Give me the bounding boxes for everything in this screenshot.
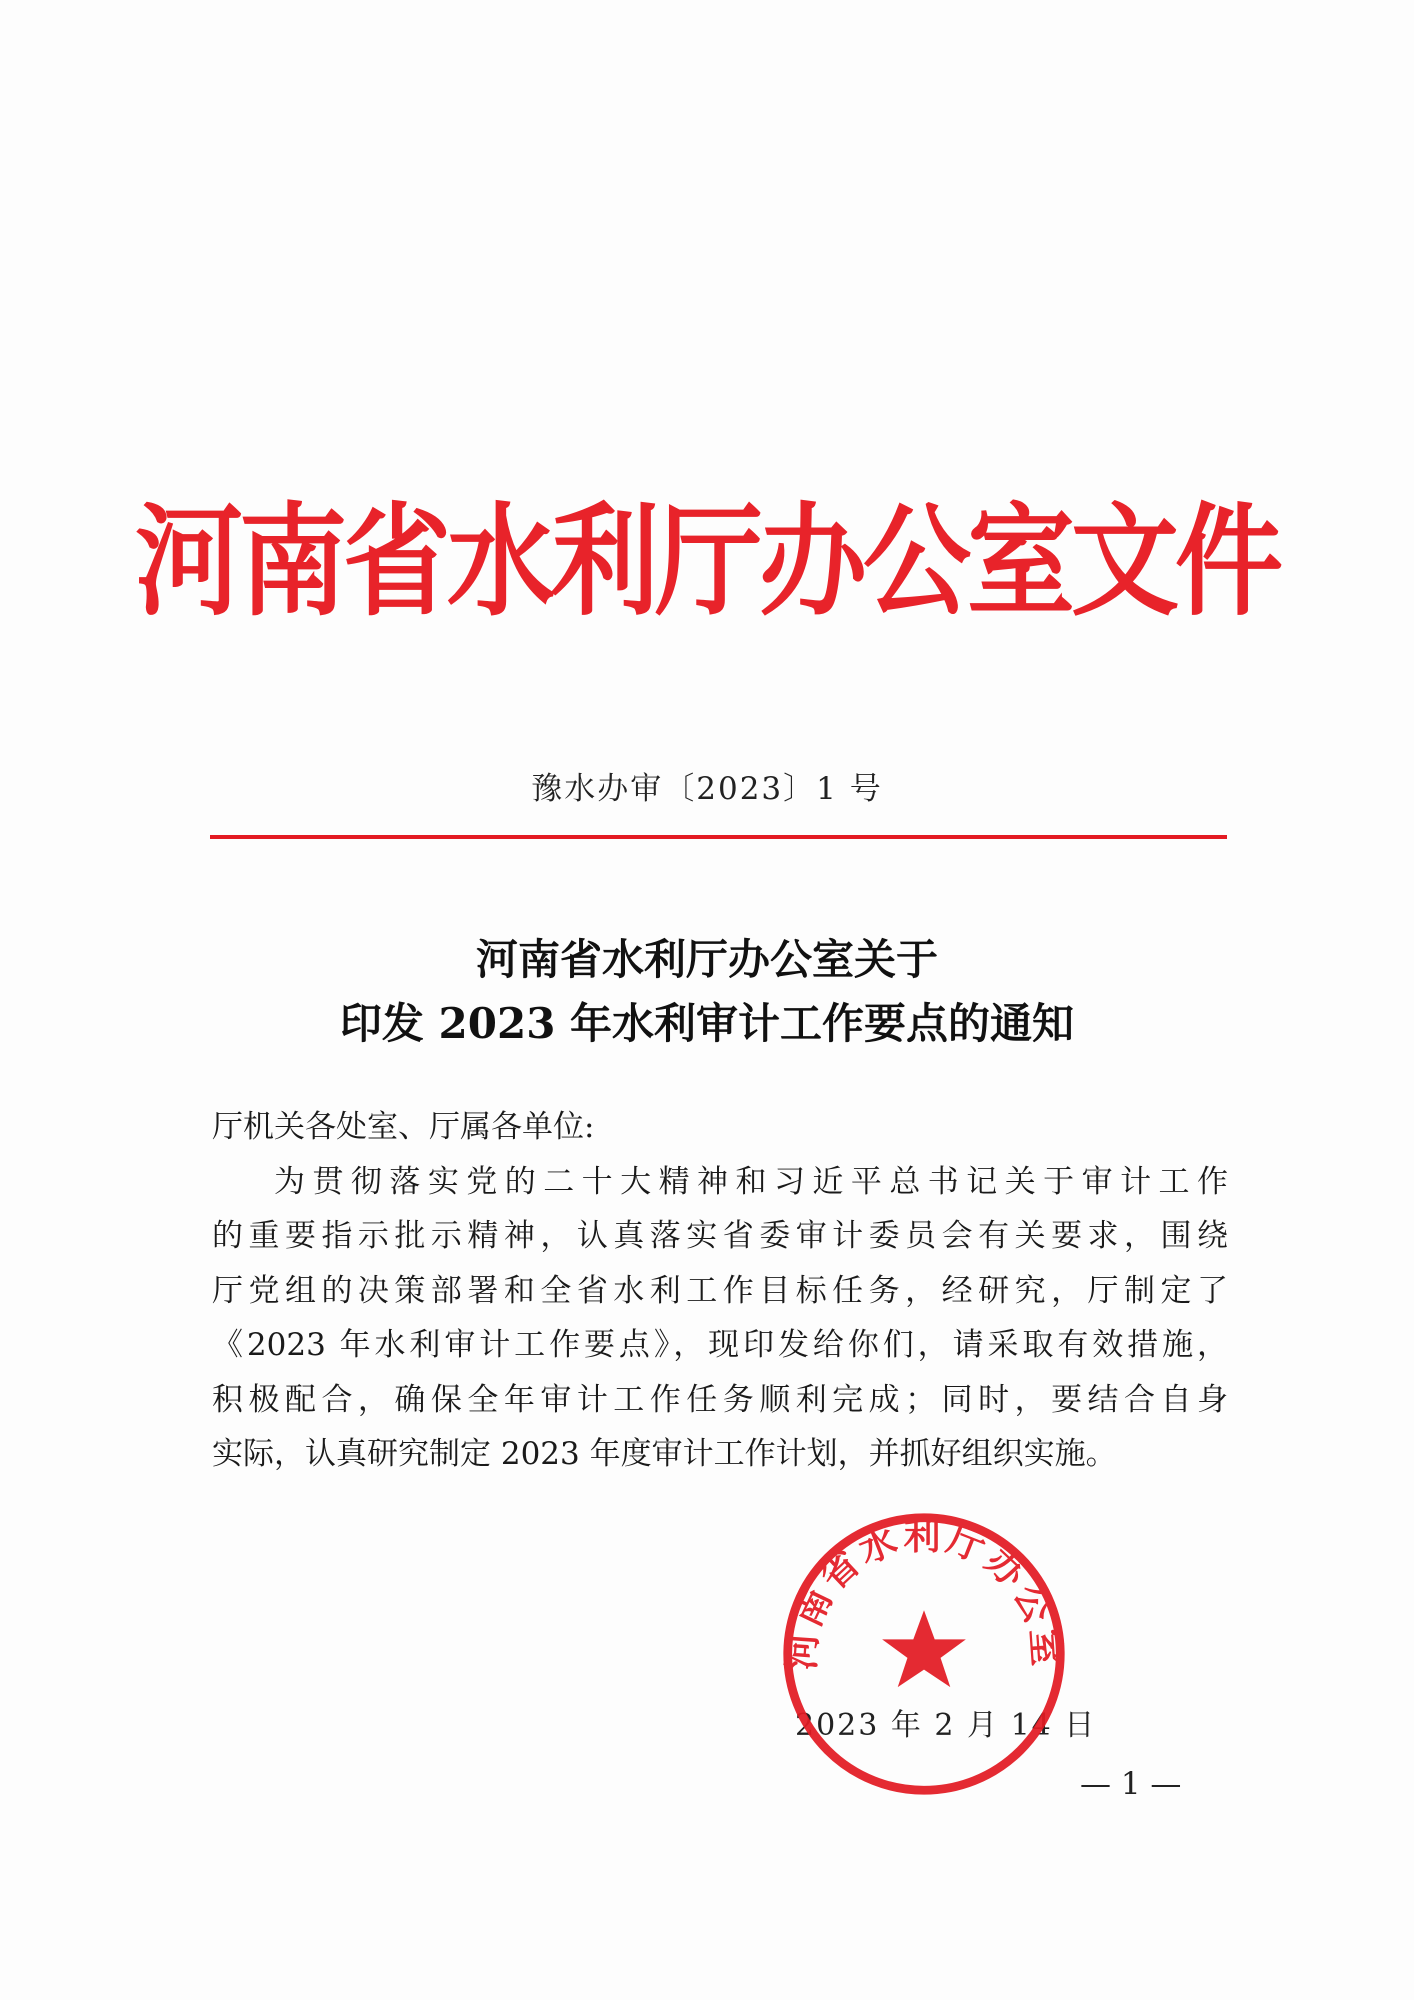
document-body [212,1100,1228,1482]
official-seal [778,1508,1070,1800]
body-line: 实际，认真研究制定 2023 年度审计工作计划，并抓好组织实施。 [212,1436,1117,1472]
document-title-line-2: 印发 2023 年水利审计工作要点的通知 [339,999,1075,1048]
body-line: 厅党组的决策部署和全省水利工作目标任务，经研究，厅制定了 [212,1272,1228,1309]
seal-star-icon [882,1610,966,1687]
salutation: 厅机关各处室、厅属各单位: [212,1109,595,1145]
document-title [0,928,1414,1056]
seal-text: 河南省水利厅办公室 [778,1513,1070,1672]
body-line: 《2023 年水利审计工作要点》，现印发给你们，请采取有效措施， [212,1327,1228,1363]
body-line: 为贯彻落实党的二十大精神和习近平总书记关于审计工作 [274,1163,1228,1200]
document-number: 豫水办审〔2023〕1 号 [531,771,883,807]
page-number: — 1 — [1080,1766,1182,1802]
issue-date: 2023 年 2 月 14 日 [795,1708,1097,1743]
body-line: 的重要指示批示精神，认真落实省委审计委员会有关要求，围绕 [212,1218,1228,1254]
issuer-header-title: 河南省水利厅办公室文件 [134,491,1279,633]
red-separator-line [210,835,1227,839]
body-line: 积极配合，确保全年审计工作任务顺利完成；同时，要结合自身 [212,1381,1228,1418]
document-title-line-1: 河南省水利厅办公室关于 [475,935,938,984]
